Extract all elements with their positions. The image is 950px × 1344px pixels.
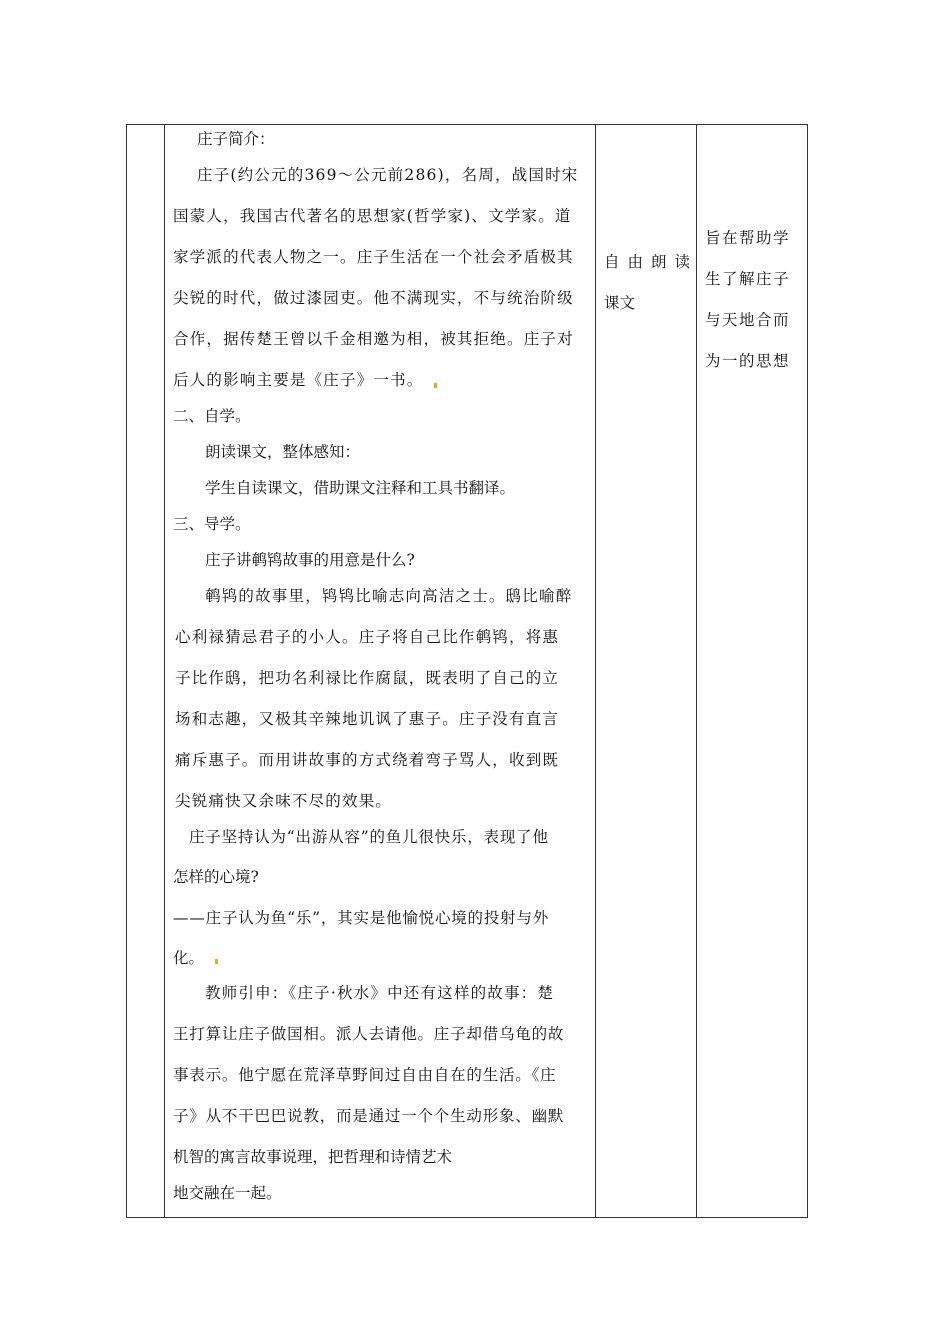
- text-line: 子比作鸱，把功名利禄比作腐鼠，既表明了自己的立: [175, 669, 560, 687]
- highlight-mark: [215, 959, 218, 964]
- text-line: 国蒙人，我国古代著名的思想家(哲学家)、文学家。道: [173, 207, 572, 225]
- text-line: 地交融在一起。: [173, 1184, 282, 1202]
- text-line: 朗读课文，整体感知：: [205, 443, 361, 461]
- text-line: 合作，据传楚王曾以千金相邀为相，被其拒绝。庄子对: [173, 330, 574, 348]
- text-line: 王打算让庄子做国相。派人去请他。庄子却借乌龟的故: [173, 1025, 565, 1043]
- purpose-cell: [697, 125, 808, 1218]
- text-line: 机智的寓言故事说理，把哲理和诗情艺术: [173, 1148, 453, 1166]
- text-line: 事表示。他宁愿在荒泽草野间过自由自在的生活。《庄: [173, 1066, 557, 1084]
- text-line: 怎样的心境?: [173, 868, 259, 886]
- text-line: 子》从不干巴巴说教，而是通过一个个生动形象、幽默: [173, 1107, 565, 1125]
- highlight-mark: [434, 383, 437, 388]
- text-line: 生了解庄子: [705, 270, 791, 288]
- activity-cell: [596, 125, 697, 1218]
- section-heading: 二、自学。: [173, 407, 251, 425]
- text-line: 后人的影响主要是《庄子》一书。: [173, 371, 424, 389]
- text-line: 化。: [173, 949, 205, 967]
- table-row: [127, 125, 808, 1218]
- content-cell: [165, 125, 596, 1218]
- text-line: 场和志趣，又极其辛辣地讥讽了惠子。庄子没有直言: [175, 710, 560, 728]
- text-line: 庄子简介：: [197, 130, 275, 148]
- text-line: 家学派的代表人物之一。庄子生活在一个社会矛盾极其: [173, 248, 574, 266]
- section-heading: 三、导学。: [173, 515, 251, 533]
- lesson-table: [126, 124, 808, 1218]
- text-line: 教师引申：《庄子·秋水》中还有这样的故事：楚: [205, 984, 555, 1002]
- text-line: 与天地合而: [705, 311, 791, 329]
- text-line: 为一的思想: [705, 352, 791, 370]
- text-line: 尖锐的时代，做过漆园吏。他不满现实，不与统治阶级: [173, 289, 574, 307]
- text-line: 庄子(约公元的369～公元前286)，名周，战国时宋: [197, 166, 579, 184]
- text-line: 旨在帮助学: [705, 229, 791, 247]
- text-line: 鹌鸨的故事里，鸨鸨比喻志向高洁之士。鸱比喻醉: [205, 587, 573, 605]
- text-line: 课文: [604, 294, 636, 312]
- text-line: 心利禄猜忌君子的小人。庄子将自己比作鹌鸨，将惠: [175, 628, 560, 646]
- text-line: 自由朗读: [604, 253, 699, 271]
- question-line: 庄子坚持认为“出游从容”的鱼儿很快乐，表现了他: [189, 828, 549, 846]
- text-line: 尖锐痛快又余味不尽的效果。: [175, 792, 393, 810]
- blank-column: [127, 125, 165, 1218]
- question-line: 庄子讲鹌鸨故事的用意是什么?: [205, 551, 415, 569]
- text-line: 学生自读课文，借助课文注释和工具书翻译。: [205, 479, 516, 497]
- text-line: ——庄子认为鱼“乐”，其实是他愉悦心境的投射与外: [173, 909, 550, 927]
- text-line: 痛斥惠子。而用讲故事的方式绕着弯子骂人，收到既: [175, 751, 560, 769]
